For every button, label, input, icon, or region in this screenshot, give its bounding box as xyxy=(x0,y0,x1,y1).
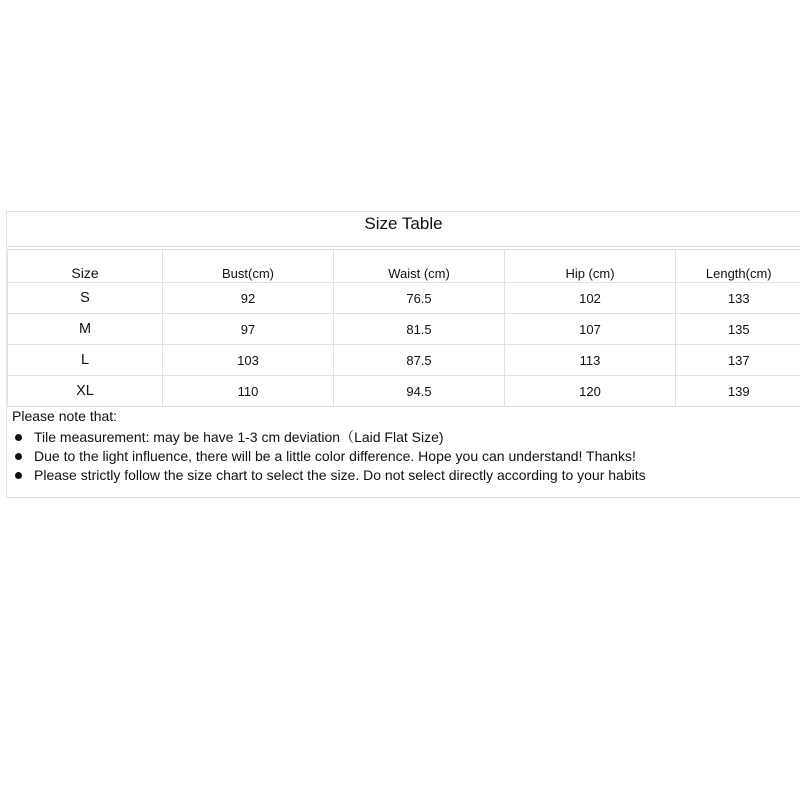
list-item xyxy=(12,428,792,447)
header-bust: Bust(cm) xyxy=(163,250,334,283)
note-text: Tile measurement: may be have 1-3 cm deviation（Laid Flat Size) xyxy=(34,429,444,445)
bullet-icon xyxy=(15,453,22,460)
hip-cell: 107 xyxy=(505,314,676,345)
header-hip: Hip (cm) xyxy=(505,250,676,283)
table-row xyxy=(8,345,800,376)
bust-cell: 92 xyxy=(163,283,334,314)
waist-cell: 94.5 xyxy=(334,376,505,407)
hip-cell: 102 xyxy=(505,283,676,314)
size-chart xyxy=(6,211,800,498)
bust-cell: 97 xyxy=(163,314,334,345)
size-cell: L xyxy=(8,345,163,376)
waist-cell: 81.5 xyxy=(334,314,505,345)
table-row xyxy=(8,376,800,407)
list-item xyxy=(12,447,792,466)
list-item xyxy=(12,466,792,485)
waist-cell: 87.5 xyxy=(334,345,505,376)
bullet-icon xyxy=(15,434,22,441)
size-cell: S xyxy=(8,283,163,314)
hip-cell: 113 xyxy=(505,345,676,376)
length-cell: 139 xyxy=(676,376,800,407)
title-divider xyxy=(7,246,800,247)
waist-cell: 76.5 xyxy=(334,283,505,314)
notes-heading: Please note that: xyxy=(12,408,118,424)
bust-cell: 110 xyxy=(163,376,334,407)
size-cell: M xyxy=(8,314,163,345)
notes-section xyxy=(12,407,792,485)
note-text: Please strictly follow the size chart to select the size. Do not select directly according to your habits xyxy=(34,467,646,483)
hip-cell: 120 xyxy=(505,376,676,407)
length-cell: 135 xyxy=(676,314,800,345)
table-row xyxy=(8,314,800,345)
table-header-row xyxy=(8,250,800,283)
length-cell: 137 xyxy=(676,345,800,376)
header-size: Size xyxy=(8,250,163,283)
header-waist: Waist (cm) xyxy=(334,250,505,283)
bust-cell: 103 xyxy=(163,345,334,376)
bullet-icon xyxy=(15,472,22,479)
size-table-title: Size Table xyxy=(364,214,443,233)
size-cell: XL xyxy=(8,376,163,407)
table-row xyxy=(8,283,800,314)
note-text: Due to the light influence, there will be a little color difference. Hope you can understand! Thanks! xyxy=(34,448,636,464)
length-cell: 133 xyxy=(676,283,800,314)
size-table xyxy=(7,249,800,407)
header-length: Length(cm) xyxy=(676,250,800,283)
notes-list xyxy=(12,428,792,485)
